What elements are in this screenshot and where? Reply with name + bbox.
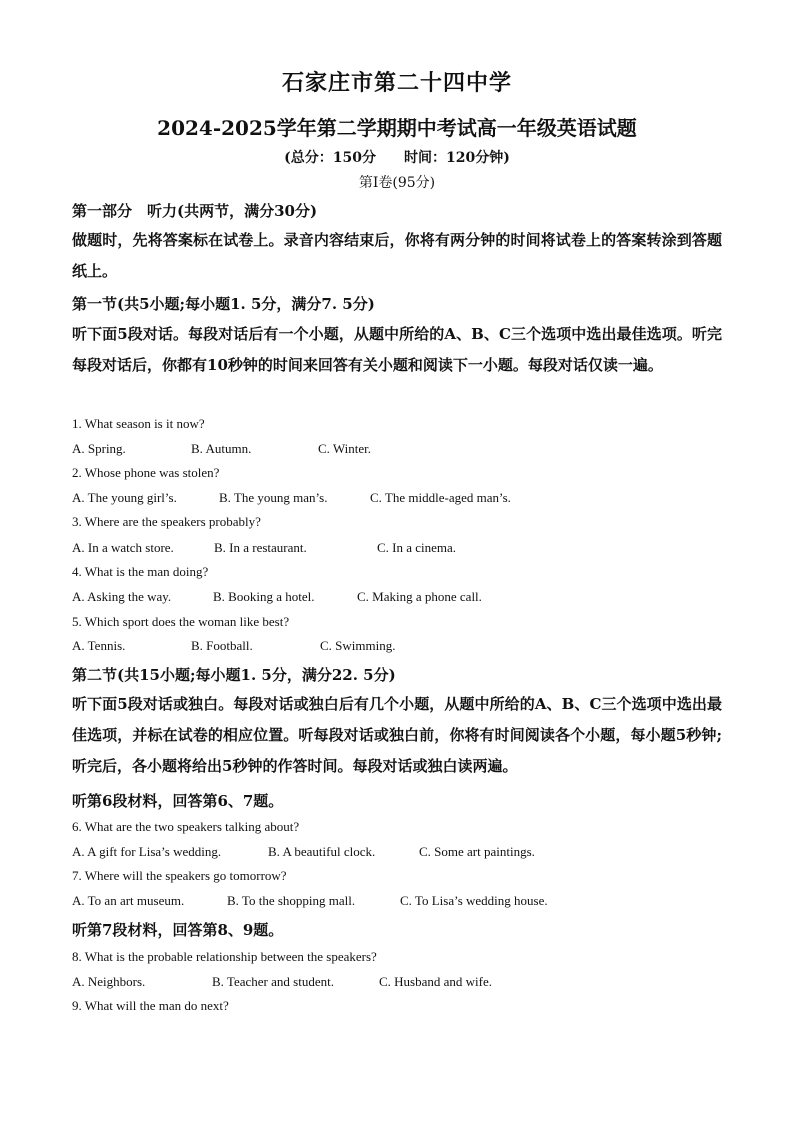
total-score: (总分：150分	[284, 150, 376, 166]
school-title: 石家庄市第二十四中学	[281, 70, 512, 96]
part1-instruction: 做题时，先将答案标在试卷上。录音内容结束后，你将有两分钟的时间将试卷上的答案转涂到答题纸上。	[72, 231, 722, 280]
q2-option-a: A. The young girl’s.	[72, 490, 177, 505]
question-6: 6. What are the two speakers talking about?	[72, 819, 300, 834]
q6-option-a: A. A gift for Lisa’s wedding.	[72, 844, 222, 859]
q1-option-b: B. Autumn.	[191, 441, 252, 456]
section1-instruction: 听下面5段对话。每段对话后有一个小题，从题中所给的A、B、C三个选项中选出最佳选项。听完每段对话后，你都有10秒钟的时间来回答有关小题和阅读下一小题。每段对话仅读一遍。	[72, 325, 722, 374]
question-7: 7. Where will the speakers go tomorrow?	[72, 868, 287, 883]
q7-option-a: A. To an art museum.	[72, 893, 185, 908]
q4-option-b: B. Booking a hotel.	[213, 589, 315, 604]
q5-option-c: C. Swimming.	[320, 638, 396, 653]
exam-time: 时间：120分钟)	[404, 150, 510, 166]
score-time-line	[0, 147, 794, 167]
material7-heading: 听第7段材料，回答第8、9题。	[72, 921, 284, 939]
q7-option-b: B. To the shopping mall.	[227, 893, 356, 908]
material6-heading: 听第6段材料，回答第6、7题。	[72, 792, 284, 810]
q3-option-b: B. In a restaurant.	[214, 540, 307, 555]
exam-title: 2024-2025学年第二学期期中考试高一年级英语试题	[157, 116, 637, 140]
q8-option-b: B. Teacher and student.	[212, 974, 334, 989]
question-5: 5. Which sport does the woman like best?	[72, 614, 290, 629]
q6-option-b: B. A beautiful clock.	[268, 844, 376, 859]
question-3: 3. Where are the speakers probably?	[72, 514, 261, 529]
q2-option-c: C. The middle-aged man’s.	[370, 490, 511, 505]
volume-title: 第Ⅰ卷(95分)	[358, 175, 436, 191]
section2-heading: 第二节(共15小题;每小题1. 5分，满分22. 5分)	[72, 666, 396, 684]
question-4: 4. What is the man doing?	[72, 564, 209, 579]
question-2: 2. Whose phone was stolen?	[72, 465, 220, 480]
q1-option-a: A. Spring.	[72, 441, 126, 456]
q3-option-a: A. In a watch store.	[72, 540, 174, 555]
q2-option-b: B. The young man’s.	[219, 490, 328, 505]
q7-option-c: C. To Lisa’s wedding house.	[400, 893, 548, 908]
q8-option-a: A. Neighbors.	[72, 974, 146, 989]
question-9: 9. What will the man do next?	[72, 998, 229, 1013]
q4-option-a: A. Asking the way.	[72, 589, 172, 604]
q6-option-c: C. Some art paintings.	[419, 844, 535, 859]
q5-option-b: B. Football.	[191, 638, 253, 653]
q8-option-c: C. Husband and wife.	[379, 974, 493, 989]
part1-heading: 第一部分 听力(共两节，满分30分)	[72, 202, 318, 220]
q3-option-c: C. In a cinema.	[377, 540, 457, 555]
q1-option-c: C. Winter.	[318, 441, 372, 456]
question-1: 1. What season is it now?	[72, 416, 205, 431]
section2-instruction: 听下面5段对话或独白。每段对话或独白后有几个小题，从题中所给的A、B、C三个选项中选出最佳选项，并标在试卷的相应位置。听每段对话或独白前，你将有时间阅读各个小题，每小题5秒钟;听完后，各小题将给出5秒钟的作答时间。每段对话或独白读两遍。	[72, 695, 722, 775]
question-8: 8. What is the probable relationship between the speakers?	[72, 949, 377, 964]
section1-heading: 第一节(共5小题;每小题1. 5分，满分7. 5分)	[72, 295, 375, 313]
q4-option-c: C. Making a phone call.	[357, 589, 482, 604]
q5-option-a: A. Tennis.	[72, 638, 126, 653]
